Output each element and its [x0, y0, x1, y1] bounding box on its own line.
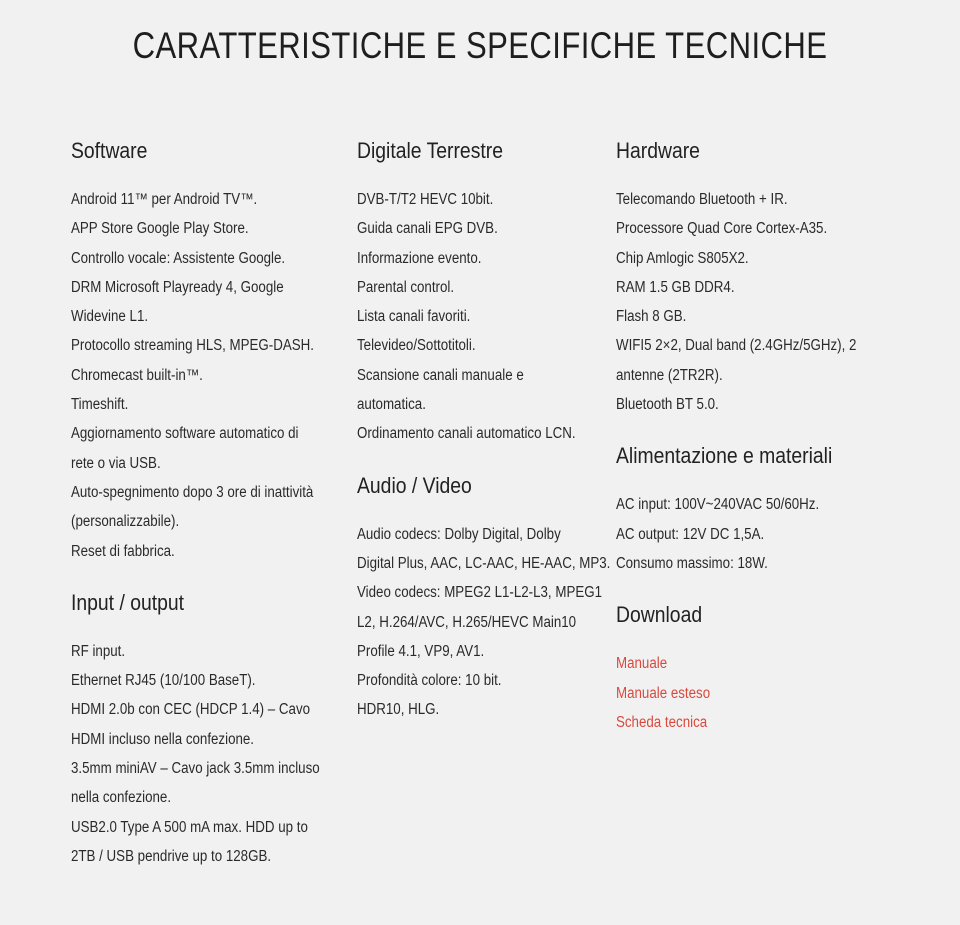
spec-item: Auto-spegnimento dopo 3 ore di inattività (personalizzabile). [71, 483, 314, 531]
section-heading: Alimentazione e materiali [616, 443, 833, 469]
spec-item: Televideo/Sottotitoli. [357, 337, 476, 355]
spec-item: Ordinamento canali automatico LCN. [357, 425, 576, 443]
spec-item: DVB-T/T2 HEVC 10bit. [357, 191, 494, 208]
spec-item: AC input: 100V~240VAC 50/60Hz. [616, 496, 820, 514]
spec-section-audio-video [357, 471, 657, 725]
spec-section-alimentazione-e-materiali [616, 441, 916, 578]
spec-item: Timeshift. [71, 396, 129, 414]
spec-item: Consumo massimo: 18W. [616, 554, 768, 572]
spec-item: Aggiornamento software automatico di rete o via USB. [71, 425, 299, 472]
spec-item: Scansione canali manuale e automatica. [357, 366, 524, 414]
column-2 [357, 136, 657, 725]
spec-item: RAM 1.5 GB DDR4. [616, 278, 735, 296]
spec-item: Lista canali favoriti. [357, 308, 471, 326]
download-link-manuale-esteso[interactable]: Manuale esteso [616, 684, 711, 702]
column-3 [616, 136, 916, 737]
spec-section-input-output [71, 588, 371, 871]
spec-item: Chip Amlogic S805X2. [616, 249, 749, 267]
section-heading: Download [616, 602, 703, 628]
page-title: CARATTERISTICHE E SPECIFICHE TECNICHE [132, 25, 828, 66]
column-1 [71, 136, 371, 871]
spec-item: Telecomando Bluetooth + IR. [616, 191, 788, 208]
spec-section-software [71, 136, 371, 566]
spec-item: APP Store Google Play Store. [71, 220, 249, 238]
download-link-scheda-tecnica[interactable]: Scheda tecnica [616, 713, 708, 731]
download-link-manuale[interactable]: Manuale [616, 655, 668, 673]
spec-item: Ethernet RJ45 (10/100 BaseT). [71, 672, 256, 690]
spec-item: Android 11™ per Android TV™. [71, 191, 258, 208]
spec-item: HDR10, HLG. [357, 701, 440, 719]
section-heading: Software [71, 138, 148, 163]
spec-item: Flash 8 GB. [616, 308, 687, 326]
spec-item: Informazione evento. [357, 249, 482, 267]
spec-item: Reset di fabbrica. [71, 542, 175, 560]
spec-item: Audio codecs: Dolby Digital, Dolby Digital Plus, AAC, LC-AAC, HE-AAC, MP3. [357, 525, 611, 572]
spec-item: Processore Quad Core Cortex-A35. [616, 220, 828, 238]
section-heading: Digitale Terrestre [357, 138, 503, 163]
spec-item: Guida canali EPG DVB. [357, 220, 498, 238]
spec-item: Profondità colore: 10 bit. [357, 672, 502, 690]
spec-section-digitale-terrestre [357, 136, 657, 449]
spec-item: USB2.0 Type A 500 mA max. HDD up to 2TB / USB pendrive up to 128GB. [71, 818, 308, 865]
spec-item: AC output: 12V DC 1,5A. [616, 525, 765, 543]
spec-section-hardware [616, 136, 916, 419]
spec-section-download [616, 600, 916, 737]
spec-item: Bluetooth BT 5.0. [616, 396, 719, 414]
section-heading: Audio / Video [357, 472, 472, 498]
spec-item: Protocollo streaming HLS, MPEG-DASH. [71, 337, 314, 355]
spec-item: Video codecs: MPEG2 L1-L2-L3, MPEG1 L2, H.264/AVC, H.265/HEVC Main10 Profile 4.1, VP9, AV1. [357, 584, 603, 660]
spec-item: RF input. [71, 642, 126, 660]
spec-item: Parental control. [357, 278, 455, 296]
spec-item: 3.5mm miniAV – Cavo jack 3.5mm incluso nella confezione. [71, 760, 320, 807]
spec-item: Chromecast built-in™. [71, 366, 203, 384]
section-heading: Input / output [71, 589, 185, 615]
spec-item: WIFI5 2×2, Dual band (2.4GHz/5GHz), 2 antenne (2TR2R). [616, 337, 857, 384]
spec-item: HDMI 2.0b con CEC (HDCP 1.4) – Cavo HDMI incluso nella confezione. [71, 701, 311, 748]
spec-item: Controllo vocale: Assistente Google. [71, 249, 286, 267]
spec-item: DRM Microsoft Playready 4, Google Widevine L1. [71, 278, 284, 326]
section-heading: Hardware [616, 138, 700, 163]
